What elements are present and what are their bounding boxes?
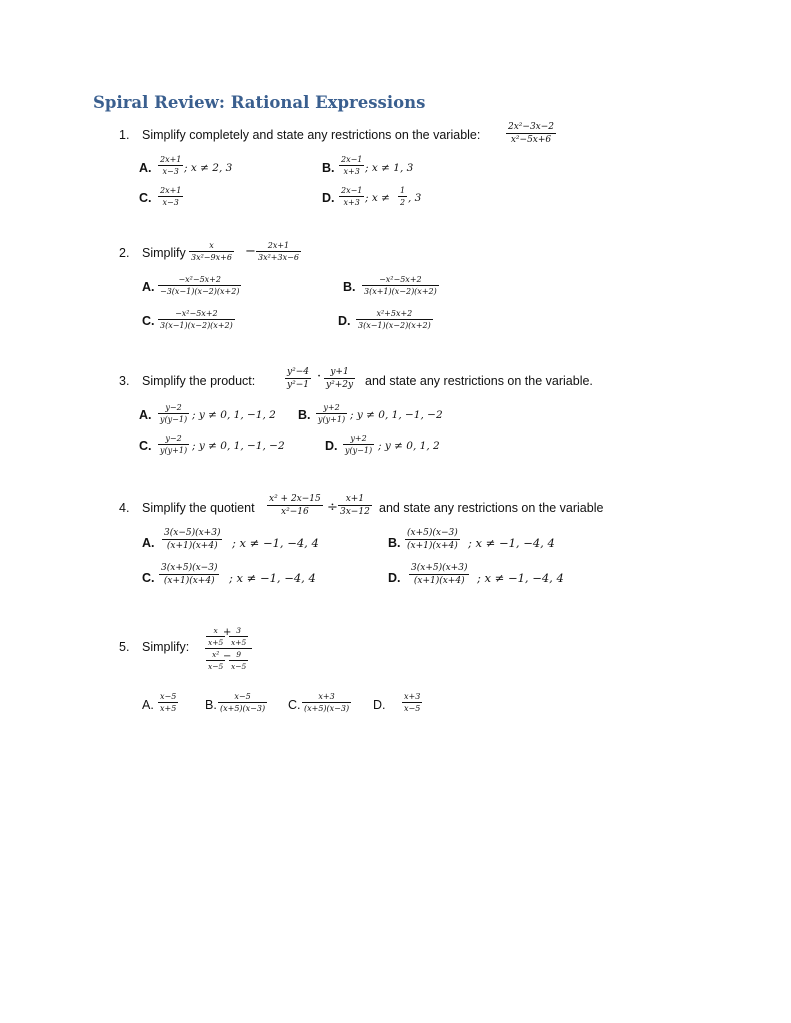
choice-c-restriction: ; x ≠ −1, −4, 4 [229, 571, 316, 585]
numerator: −x²−5x+2 [175, 309, 218, 318]
denominator: y(y+1) [318, 415, 346, 424]
numerator: (x+5)(x−3) [407, 528, 458, 538]
question-number: 3. [119, 374, 130, 388]
dot-operator: · [317, 369, 322, 384]
choice-c-fraction [158, 434, 189, 455]
question-number: 1. [119, 128, 130, 142]
denominator: y²+2y [326, 380, 354, 390]
choice-a-label[interactable]: A. [142, 698, 154, 712]
denominator: x−5 [208, 662, 224, 671]
choice-d-restriction: ; x ≠ −1, −4, 4 [477, 571, 564, 585]
minus-operator: − [245, 244, 256, 259]
choice-c-label[interactable]: C. [142, 571, 155, 585]
denominator: 2 [400, 198, 406, 207]
denominator: 3x²−9x+6 [191, 253, 232, 262]
numerator: 3(x+5)(x−3) [161, 563, 218, 573]
page-title: Spiral Review: Rational Expressions [93, 93, 426, 112]
denominator: 3x−12 [340, 507, 370, 517]
denominator: x−5 [404, 704, 421, 713]
choice-d-fraction [402, 692, 422, 713]
choice-d-label[interactable]: D. [373, 698, 386, 712]
denominator: x−3 [162, 167, 179, 176]
numerator: x² + 2x−15 [269, 494, 321, 504]
numerator: x²+5x+2 [376, 309, 413, 318]
question-fraction-1 [267, 494, 323, 517]
question-fraction-1 [285, 367, 311, 390]
choice-d-fraction [356, 309, 433, 330]
question-text: Simplify completely and state any restrictions on the variable: [142, 128, 481, 142]
question-text: Simplify [142, 246, 186, 260]
numerator: 3(x+5)(x+3) [411, 563, 468, 573]
choice-a-restriction: ; x ≠ −1, −4, 4 [232, 536, 319, 550]
choice-b-fraction [218, 692, 267, 713]
question-text: Simplify the quotient [142, 501, 255, 515]
numerator: x+3 [404, 692, 421, 701]
numerator: −x²−5x+2 [178, 275, 221, 284]
question-number: 4. [119, 501, 130, 515]
choice-d-fraction [339, 186, 364, 207]
numerator: y²−4 [287, 367, 309, 377]
denominator: (x+5)(x−3) [220, 704, 266, 713]
bottom-fraction-2 [229, 650, 248, 671]
choice-b-label[interactable]: B. [322, 161, 335, 175]
numerator: −x²−5x+2 [379, 275, 422, 284]
denominator: y(y−1) [160, 415, 188, 424]
numerator: y+2 [350, 434, 367, 443]
denominator: x−5 [231, 662, 247, 671]
choice-d-label[interactable]: D. [388, 571, 401, 585]
choice-d-label[interactable]: D. [322, 191, 335, 205]
numerator: x−5 [234, 692, 251, 701]
numerator: x+3 [318, 692, 335, 701]
choice-a-restriction: ; y ≠ 0, 1, −1, 2 [192, 409, 276, 421]
numerator: y+2 [323, 403, 340, 412]
choice-d-restriction: ; x ≠ [365, 192, 390, 204]
choice-a-label[interactable]: A. [142, 536, 155, 550]
choice-a-label[interactable]: A. [139, 408, 152, 422]
plus-operator: + [223, 627, 232, 638]
numerator: 2x−1 [341, 155, 363, 164]
choice-a-label[interactable]: A. [139, 161, 152, 175]
numerator: 3 [236, 626, 242, 635]
choice-d-restriction: ; y ≠ 0, 1, 2 [378, 440, 440, 452]
denominator: y(y−1) [345, 446, 373, 455]
choice-c-label[interactable]: C. [139, 191, 152, 205]
numerator: 2x−1 [341, 186, 363, 195]
denominator: x−3 [162, 198, 179, 207]
choice-d-half [398, 186, 407, 207]
denominator: (x+1)(x+4) [166, 541, 218, 551]
numerator: 2x²−3x−2 [508, 122, 555, 132]
numerator: x+1 [345, 494, 365, 504]
numerator: x−5 [160, 692, 177, 701]
numerator: 2x+1 [160, 186, 182, 195]
denominator: x+5 [160, 704, 177, 713]
choice-b-label[interactable]: B. [298, 408, 311, 422]
choice-c-label[interactable]: C. [139, 439, 152, 453]
question-fraction-1 [189, 241, 234, 262]
choice-c-fraction [158, 309, 235, 330]
denominator: y(y+1) [160, 446, 188, 455]
denominator: (x+1)(x+4) [413, 576, 465, 586]
denominator: 3(x+1)(x−2)(x+2) [364, 287, 437, 296]
denominator: (x+5)(x−3) [304, 704, 350, 713]
question-number: 5. [119, 640, 130, 654]
choice-b-fraction [316, 403, 347, 424]
denominator: −3(x−1)(x−2)(x+2) [160, 287, 240, 296]
numerator: y−2 [165, 403, 182, 412]
denominator: 3(x−1)(x−2)(x+2) [160, 321, 233, 330]
question-fraction-2 [338, 494, 372, 517]
choice-b-label[interactable]: B. [388, 536, 401, 550]
choice-a-fraction [158, 155, 183, 176]
choice-b-restriction: ; x ≠ 1, 3 [365, 162, 414, 174]
choice-c-fraction [159, 563, 219, 586]
numerator: 2x+1 [160, 155, 182, 164]
denominator: 3x²+3x−6 [258, 253, 299, 262]
denominator: (x+1)(x+4) [163, 576, 215, 586]
numerator: 1 [400, 186, 406, 195]
denominator: (x+1)(x+4) [407, 541, 458, 551]
choice-b-restriction: ; x ≠ −1, −4, 4 [468, 536, 555, 550]
denominator: x+5 [231, 638, 247, 647]
choice-a-fraction [158, 403, 189, 424]
choice-c-fraction [158, 186, 183, 207]
choice-a-fraction [162, 528, 222, 551]
numerator: 9 [236, 650, 242, 659]
numerator: 3(x−5)(x+3) [164, 528, 221, 538]
minus-operator: − [223, 651, 232, 662]
question-fraction-2 [256, 241, 301, 262]
denominator: 3(x−1)(x−2)(x+2) [358, 321, 431, 330]
divide-operator: ÷ [327, 500, 338, 515]
question-text-tail: and state any restrictions on the variable. [365, 374, 593, 388]
question-number: 2. [119, 246, 130, 260]
choice-c-label[interactable]: C. [142, 314, 155, 328]
denominator: x²−16 [281, 507, 309, 517]
denominator: y²−1 [287, 380, 309, 390]
numerator: x² [212, 650, 220, 659]
choice-b-restriction: ; y ≠ 0, 1, −1, −2 [350, 409, 443, 421]
question-text: Simplify the product: [142, 374, 256, 388]
choice-d-fraction [343, 434, 374, 455]
question-text-tail: and state any restrictions on the variable [379, 501, 604, 515]
denominator: x+3 [343, 167, 360, 176]
choice-b-fraction [362, 275, 439, 296]
choice-b-fraction [405, 528, 460, 551]
numerator: 2x+1 [267, 241, 290, 250]
choice-a-restriction: ; x ≠ 2, 3 [184, 162, 233, 174]
choice-d-label[interactable]: D. [338, 314, 351, 328]
question-expression [506, 122, 556, 145]
numerator: x [209, 241, 214, 250]
choice-c-fraction [302, 692, 351, 713]
choice-d-label[interactable]: D. [325, 439, 338, 453]
numerator: y+1 [330, 367, 349, 377]
denominator: x+5 [208, 638, 224, 647]
choice-d-fraction [409, 563, 469, 586]
numerator: x [213, 626, 218, 635]
question-text: Simplify: [142, 640, 190, 654]
choice-d-restriction-tail: , 3 [408, 192, 422, 204]
choice-a-fraction [158, 275, 241, 296]
choice-b-label[interactable]: B. [205, 698, 217, 712]
choice-b-label[interactable]: B. [343, 280, 356, 294]
numerator: y−2 [165, 434, 182, 443]
choice-a-label[interactable]: A. [142, 280, 155, 294]
denominator: x+3 [343, 198, 360, 207]
choice-b-fraction [339, 155, 364, 176]
denominator: x²−5x+6 [510, 135, 552, 145]
question-fraction-2 [324, 367, 355, 390]
choice-c-restriction: ; y ≠ 0, 1, −1, −2 [192, 440, 285, 452]
top-fraction-2 [229, 626, 248, 647]
main-fraction-bar [205, 648, 252, 649]
choice-a-fraction [158, 692, 178, 713]
choice-c-label[interactable]: C. [288, 698, 301, 712]
